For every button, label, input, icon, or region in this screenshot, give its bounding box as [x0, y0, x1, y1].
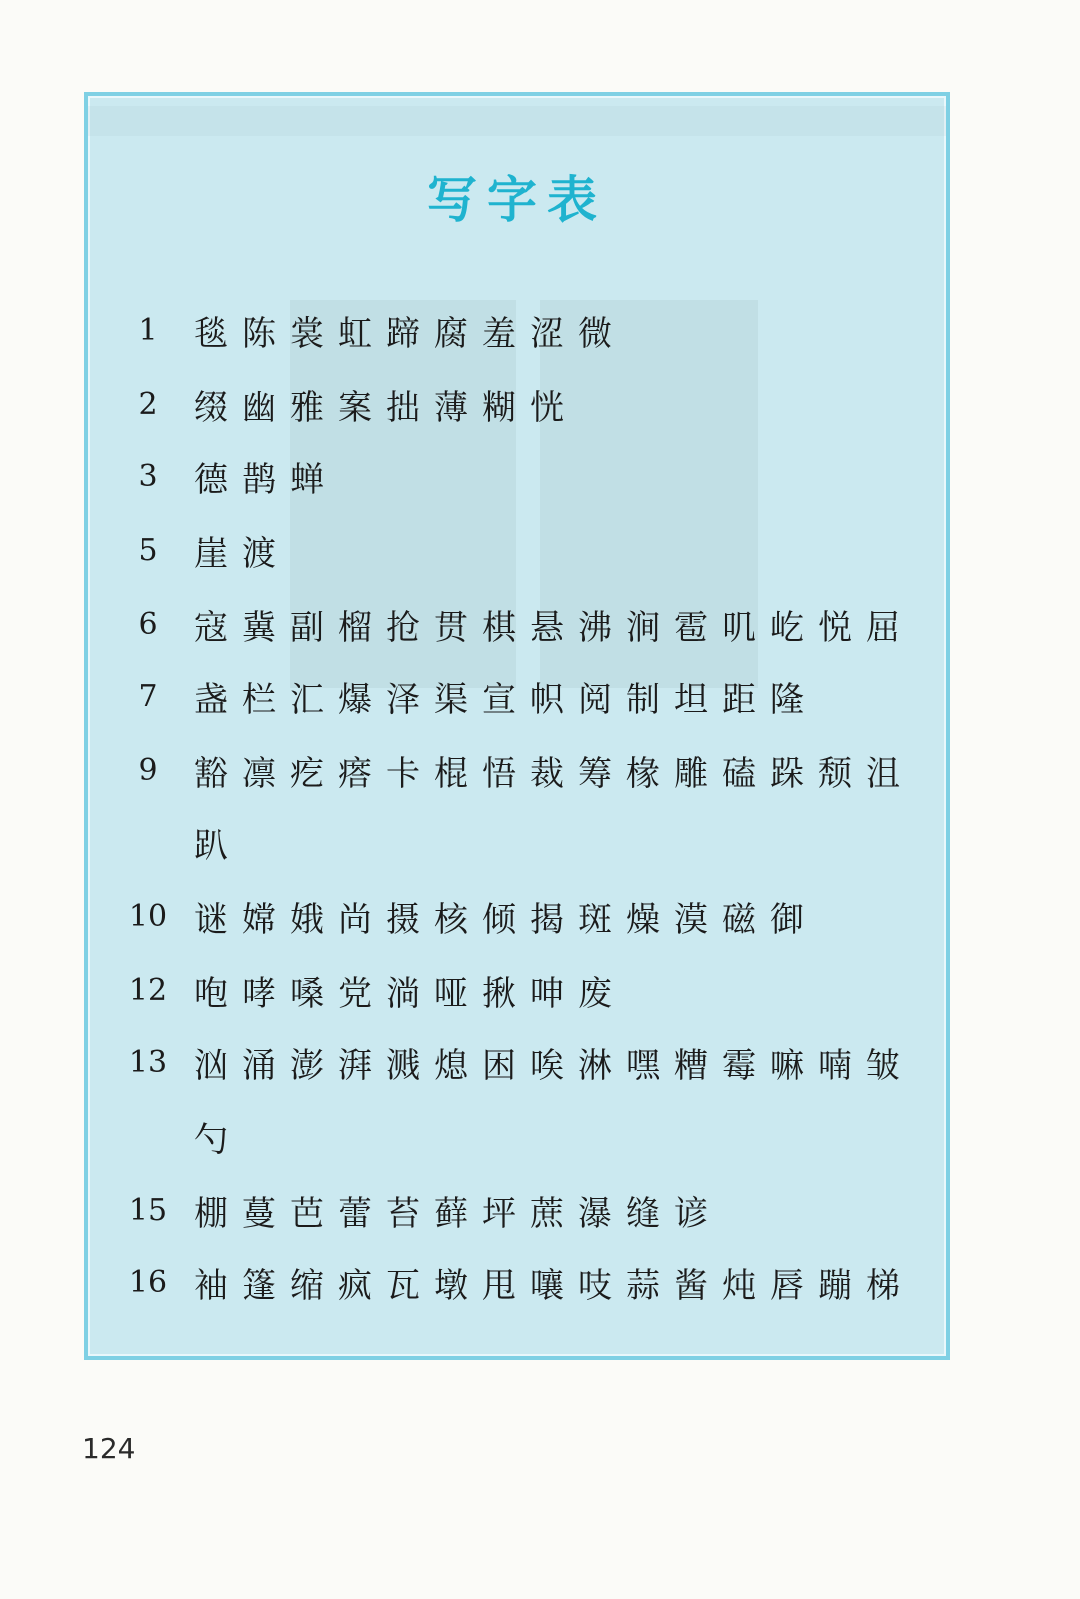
row-characters: 寇冀副榴抢贯棋悬沸涧雹叽屹悦屈 — [194, 607, 914, 648]
row-characters: 崖渡 — [194, 533, 290, 574]
row-number: 1 — [138, 312, 158, 348]
row-number: 15 — [128, 1192, 168, 1228]
row-number: 12 — [128, 972, 168, 1008]
row-number: 2 — [138, 386, 158, 422]
page-title: 写字表 — [427, 170, 607, 229]
character-table-panel — [84, 92, 950, 1360]
row-number: 13 — [128, 1044, 168, 1080]
row-characters: 谜嫦娥尚摄核倾揭斑燥漠磁御 — [194, 899, 818, 940]
show-through-header-band — [88, 106, 950, 136]
row-number: 16 — [128, 1264, 168, 1300]
row-characters: 趴 — [194, 825, 242, 866]
page-number: 124 — [82, 1432, 136, 1465]
row-number: 10 — [128, 898, 168, 934]
row-number: 5 — [138, 532, 158, 568]
row-number: 7 — [138, 678, 158, 714]
row-characters: 德鹊蝉 — [194, 459, 338, 500]
row-characters: 盏栏汇爆泽渠宣帜阅制坦距隆 — [194, 679, 818, 720]
row-number: 3 — [138, 458, 158, 494]
row-characters: 汹涌澎湃溅熄困唉淋嘿糟霉嘛喃皱 — [194, 1045, 914, 1086]
row-characters: 棚蔓芭蕾苔藓坪蔗瀑缝谚 — [194, 1193, 722, 1234]
row-number: 6 — [138, 606, 158, 642]
row-characters: 咆哮嗓党淌哑揪呻废 — [194, 973, 626, 1014]
row-characters: 勺 — [194, 1119, 242, 1160]
row-number: 9 — [138, 752, 158, 788]
row-characters: 毯陈裳虹蹄腐羞涩微 — [194, 313, 626, 354]
row-characters: 豁凛疙瘩卡棍悟裁筹椽雕磕跺颓沮 — [194, 753, 914, 794]
row-characters: 袖篷缩疯瓦墩甩嚷吱蒜酱炖唇蹦梯 — [194, 1265, 914, 1306]
row-characters: 缀幽雅案拙薄糊恍 — [194, 387, 578, 428]
